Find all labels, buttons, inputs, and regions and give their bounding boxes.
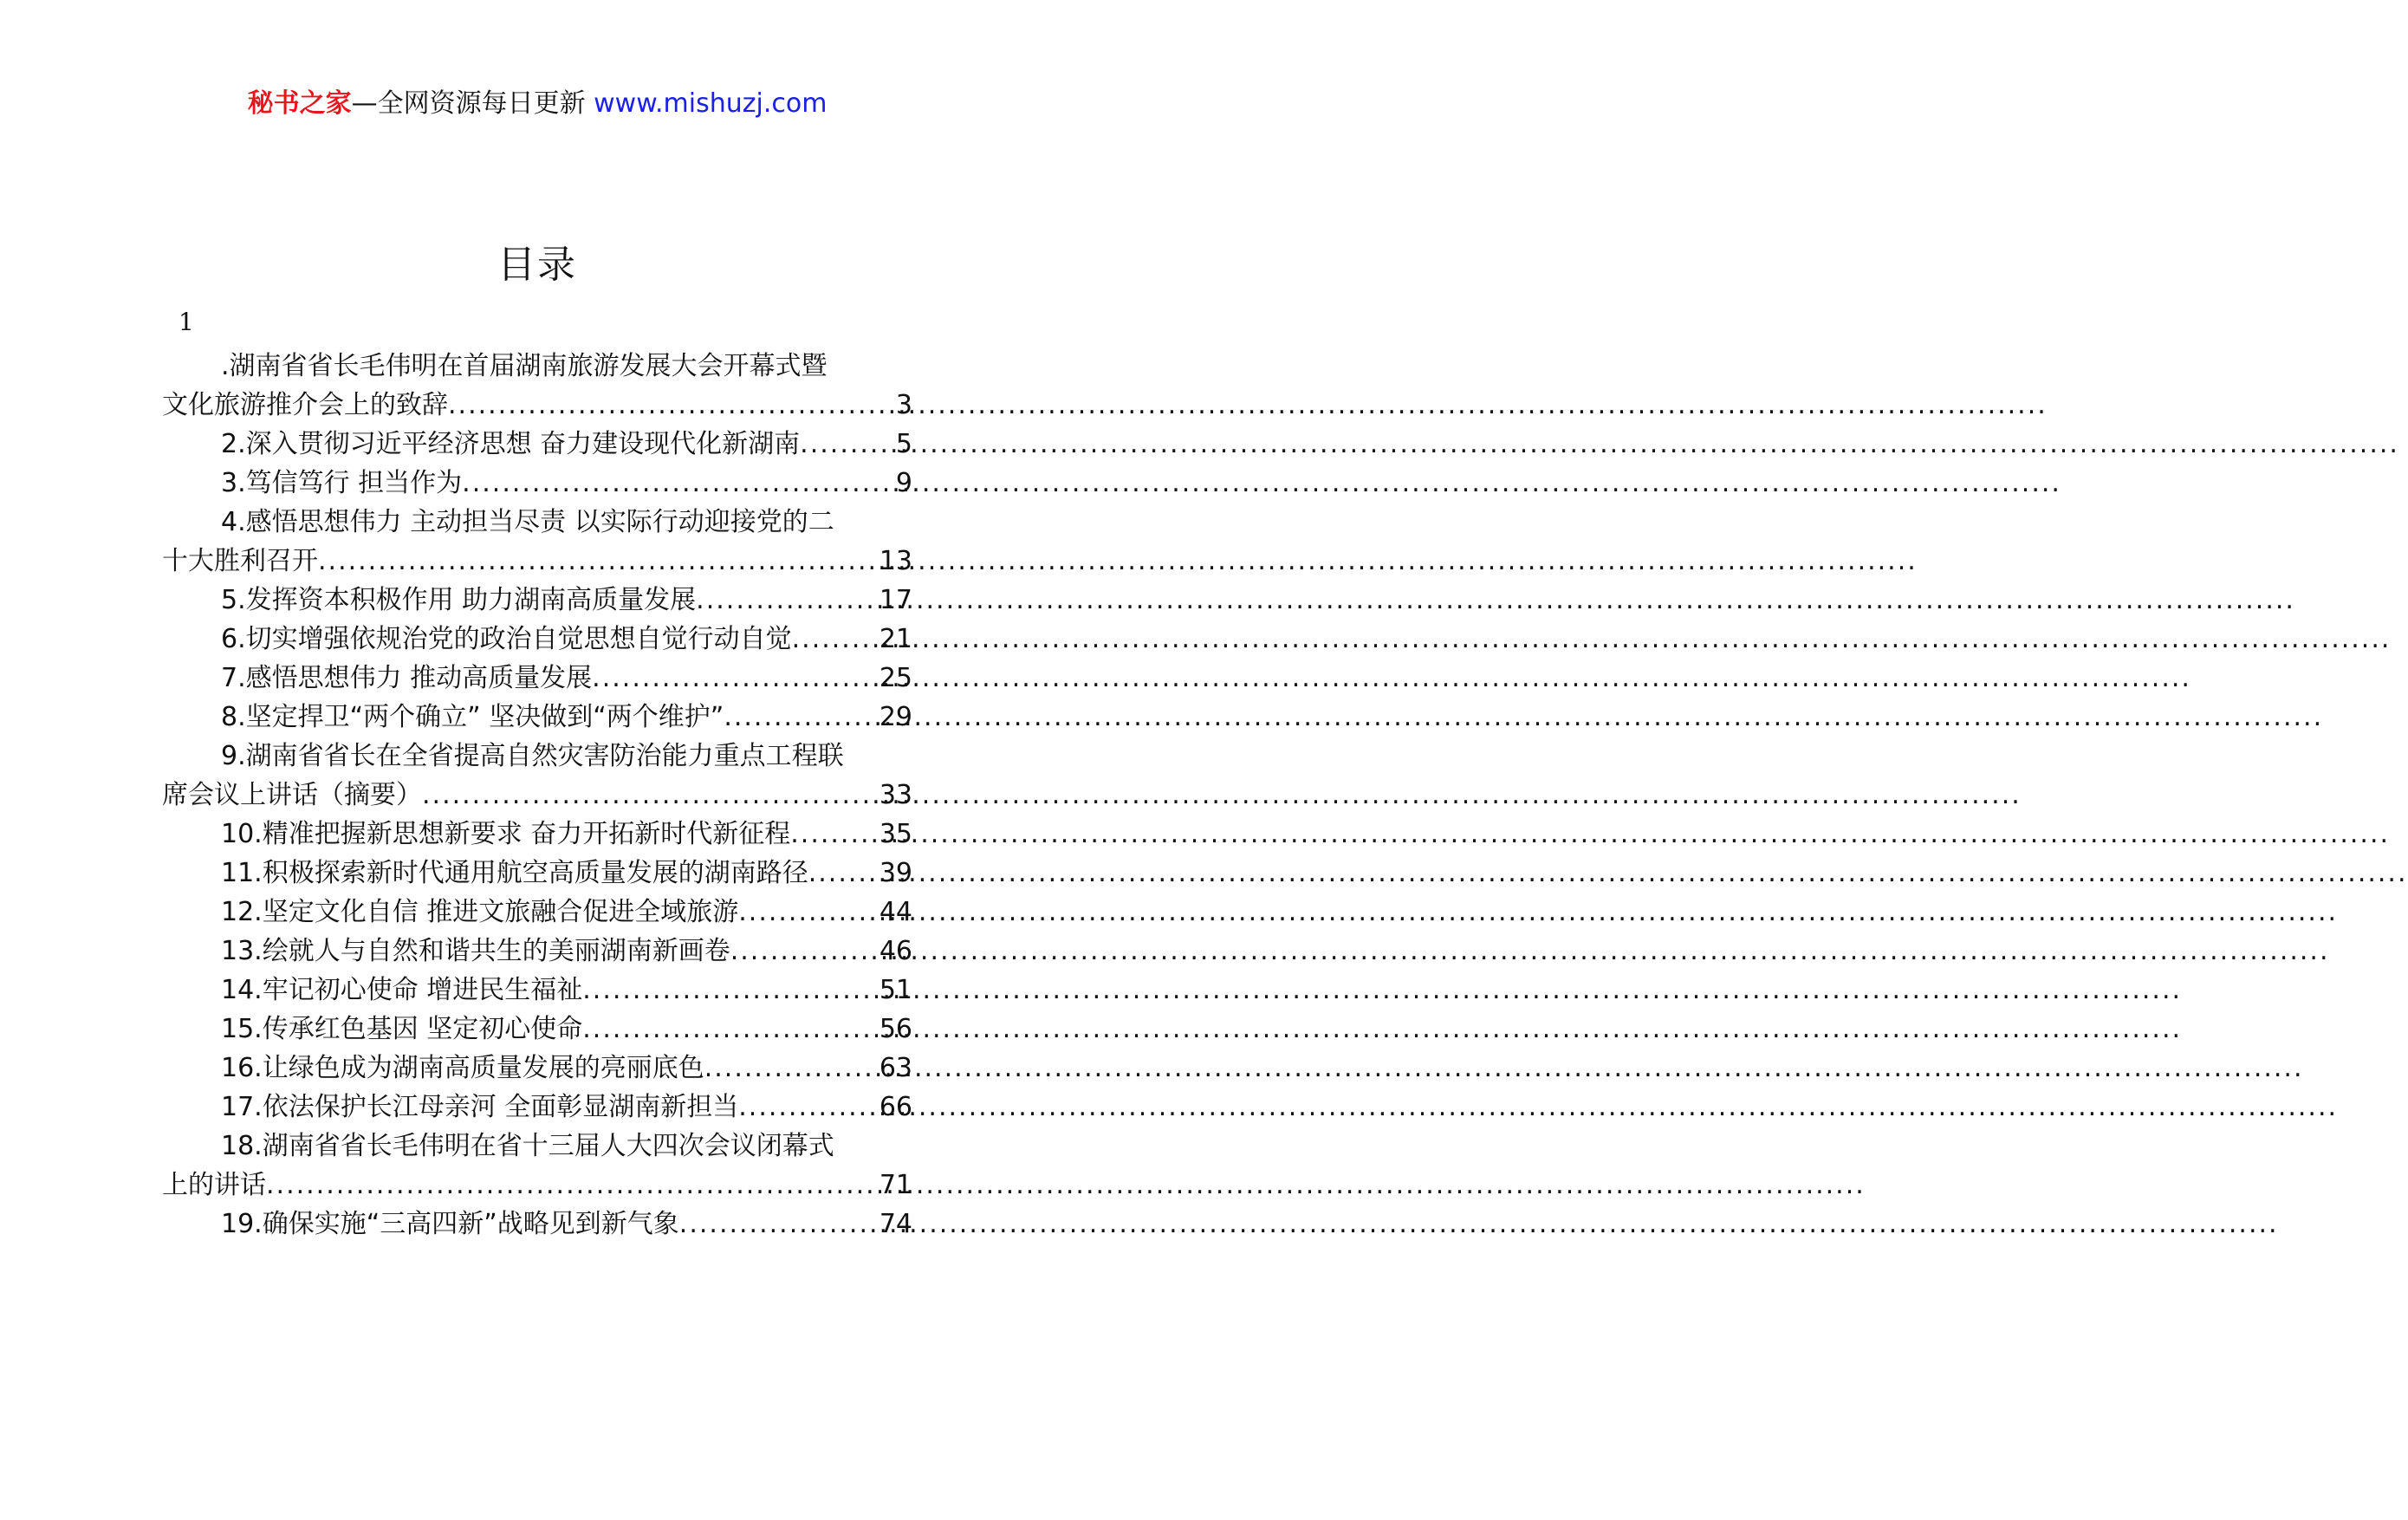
toc-dot-leader [462, 464, 896, 503]
toc-entry-title: 5.发挥资本积极作用 助力湖南高质量发展 [221, 585, 697, 615]
toc-entry[interactable] [162, 1127, 912, 1205]
toc-dot-leader [422, 776, 879, 815]
toc-entry[interactable] [162, 698, 912, 737]
toc-entry[interactable] [162, 503, 912, 581]
toc-entry-title: 十大胜利召开 [162, 546, 318, 576]
toc-entry-title: 13.绘就人与自然和谐共生的美丽湖南新画卷 [221, 936, 730, 966]
toc-entry-title: 15.传承红色基因 坚定初心使命 [221, 1014, 583, 1044]
toc-entry-title: 17.依法保护长江母亲河 全面彰显湖南新担当 [221, 1092, 739, 1122]
toc-entry[interactable] [162, 659, 912, 698]
site-url-link[interactable]: www.mishuzj.com [594, 88, 828, 119]
toc-page-number: 44 [879, 897, 912, 927]
toc-dot-leader [582, 971, 879, 1010]
toc-entry-title-first-line: 18.湖南省省长毛伟明在省十三届人大四次会议闭幕式 [221, 1131, 834, 1161]
toc-entry-title: 14.牢记初心使命 增进民生福祉 [221, 975, 583, 1005]
toc-page-number: 17 [879, 585, 912, 615]
toc-entry[interactable] [162, 464, 912, 503]
toc-entry-title: 上的讲话 [162, 1170, 266, 1200]
toc-page-number: 51 [879, 975, 912, 1005]
toc-entry[interactable] [162, 620, 912, 659]
toc-page-number: 56 [879, 1014, 912, 1044]
toc-entry[interactable] [162, 1088, 912, 1127]
toc-entry[interactable] [162, 971, 912, 1010]
toc-entry[interactable] [162, 854, 912, 893]
toc-entry[interactable] [162, 737, 912, 815]
toc-entry-title: 12.坚定文化自信 推进文旅融合促进全域旅游 [221, 897, 739, 927]
site-tagline: —全网资源每日更新 [351, 88, 594, 119]
toc-page-number: 21 [879, 624, 912, 654]
toc-dot-leader [792, 620, 879, 659]
toc-page-number: 9 [895, 468, 912, 498]
toc-entry-title: 11.积极探索新时代通用航空高质量发展的湖南路径 [221, 858, 808, 888]
toc-entry-title: 文化旅游推介会上的致辞 [162, 390, 448, 420]
toc-page-number: 74 [879, 1209, 912, 1239]
toc-entry[interactable] [162, 425, 912, 464]
toc-entry-title: 16.让绿色成为湖南高质量发展的亮丽底色 [221, 1053, 704, 1083]
toc-entry[interactable] [162, 347, 912, 425]
toc-dot-leader [724, 698, 879, 737]
toc-dot-leader [730, 932, 879, 971]
toc-entry-title: 3.笃信笃行 担当作为 [221, 468, 463, 498]
toc-entry[interactable] [162, 581, 912, 620]
toc-entry-title: 10.精准把握新思想新要求 奋力开拓新时代新征程 [221, 819, 791, 849]
toc-entry-title-first-line: .湖南省省长毛伟明在首届湖南旅游发展大会开幕式暨 [221, 351, 828, 381]
toc-dot-leader [266, 1166, 879, 1205]
toc-dot-leader [704, 1049, 879, 1088]
toc-dot-leader [790, 815, 879, 854]
toc-entry[interactable] [162, 1205, 912, 1244]
toc-page-number: 13 [879, 546, 912, 576]
toc-page-number: 29 [879, 702, 912, 732]
toc-entry-title-first-line: 4.感悟思想伟力 主动担当尽责 以实际行动迎接党的二 [221, 507, 834, 537]
toc-entry[interactable] [162, 932, 912, 971]
toc-page-number: 63 [879, 1053, 912, 1083]
toc-dot-leader [738, 1088, 879, 1127]
page-title: 目录 [497, 243, 577, 287]
table-of-contents [162, 347, 912, 1244]
toc-entry-title: 席会议上讲话（摘要） [162, 780, 422, 810]
toc-entry[interactable] [162, 1049, 912, 1088]
toc-entry-title: 19.确保实施“三高四新”战略见到新气象 [221, 1209, 679, 1239]
toc-dot-leader [808, 854, 879, 893]
toc-dot-leader [696, 581, 879, 620]
toc-page-number: 33 [879, 780, 912, 810]
toc-entry-title: 8.坚定捍卫“两个确立” 坚决做到“两个维护” [221, 702, 724, 732]
toc-page-number: 35 [879, 819, 912, 849]
toc-dot-leader [318, 542, 879, 581]
toc-dot-leader [679, 1205, 879, 1244]
toc-dot-leader [592, 659, 879, 698]
toc-entry[interactable] [162, 1010, 912, 1049]
toc-page-number: 5 [895, 429, 912, 459]
toc-page-number: 39 [879, 858, 912, 888]
toc-page-number: 25 [879, 663, 912, 693]
page-marker: 1 [178, 308, 194, 336]
toc-entry-title: 2.深入贯彻习近平经济思想 奋力建设现代化新湖南 [221, 429, 801, 459]
toc-dot-leader [582, 1010, 879, 1049]
site-brand: 秘书之家 [247, 88, 352, 119]
toc-entry-title-first-line: 9.湖南省省长在全省提高自然灾害防治能力重点工程联 [221, 741, 844, 771]
toc-dot-leader [800, 425, 896, 464]
toc-page-number: 71 [879, 1170, 912, 1200]
toc-entry-title: 7.感悟思想伟力 推动高质量发展 [221, 663, 593, 693]
toc-dot-leader [448, 386, 896, 425]
toc-entry-title: 6.切实增强依规治党的政治自觉思想自觉行动自觉 [221, 624, 792, 654]
site-header [0, 87, 1074, 121]
toc-page-number: 46 [879, 936, 912, 966]
toc-page-number: 3 [895, 390, 912, 420]
toc-page-number: 66 [879, 1092, 912, 1122]
toc-entry[interactable] [162, 893, 912, 932]
toc-entry[interactable] [162, 815, 912, 854]
toc-dot-leader [738, 893, 879, 932]
